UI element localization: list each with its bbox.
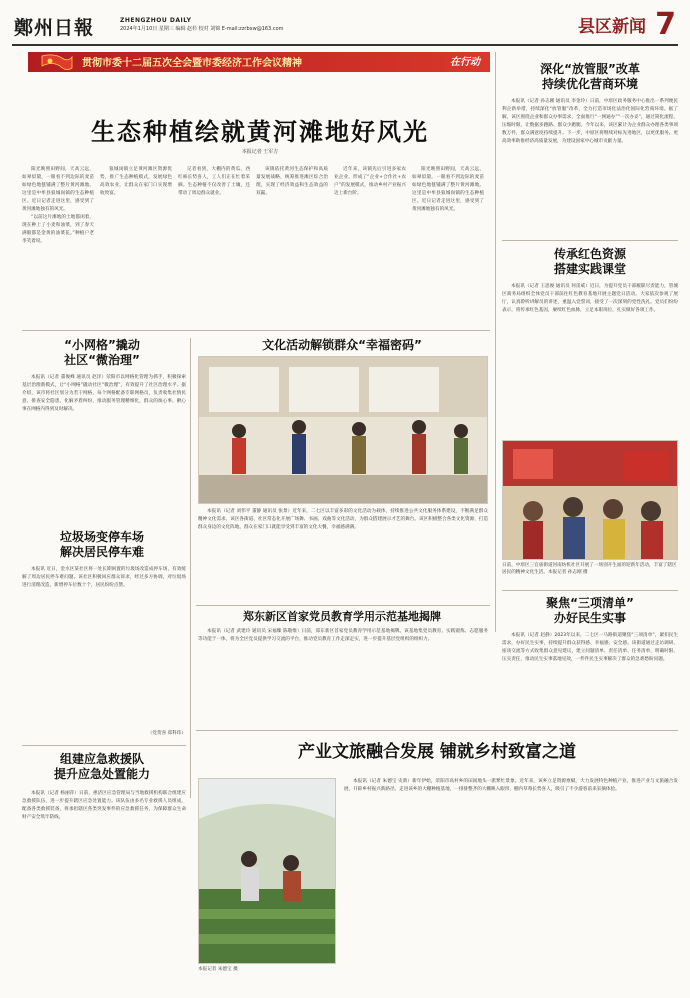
title-line: 组建应急救援队 xyxy=(59,752,144,766)
lead-column-2 xyxy=(100,166,172,324)
lead-paragraph: 阳光映照田野间，天高云远，如翠似黛，一眼看不到边际的麦苗如绿色地毯铺满了整片黄河滩地。这里是中牟县狼城岗镇的生态种植区。近日记者走进这里，感受到了黄河滩地独有的风光。 xyxy=(22,167,94,212)
photo-culture-dance xyxy=(198,356,488,504)
section-divider xyxy=(502,590,678,591)
section-divider xyxy=(502,240,678,241)
article-title-culture: 文化活动解锁群众“幸福密码” xyxy=(262,338,422,352)
section-divider xyxy=(22,745,186,746)
photo-illustration xyxy=(199,779,336,964)
column-divider xyxy=(495,52,496,632)
column-divider xyxy=(190,338,191,798)
page-number: 7 xyxy=(655,7,676,42)
article-paragraph: 本报讯（记者 董俊峰 通讯员 赵洋）荥阳市以网格化管理为抓手，积极探索基层治理新模式，让“小网格”撬动社区“微治理”，有效提升了社区治理水平。据介绍，该市将社区划分为若干网格，每个网格配备专职网格员，负责收集社情民意、排查安全隐患、化解矛盾纠纷，推动服务管理精细化，群众的烦心事、揪心事在网格内得到及时解决。 xyxy=(22,375,186,412)
photo-illustration xyxy=(199,357,488,504)
article-title-red-heritage xyxy=(502,247,678,277)
lead-column-4 xyxy=(256,166,328,324)
article-paragraph: 本报讯 近日，金水区某社区将一处长期闲置的垃圾场改造成停车场，有效缓解了周边居民停车难问题。该社区积极回应群众诉求，经过多方协调，对垃圾场进行清理改造，新增停车位数十个，居民纷纷点赞。 xyxy=(22,567,186,588)
banner xyxy=(28,52,490,72)
section-divider xyxy=(196,730,678,731)
article-body-grid xyxy=(22,374,186,524)
article-body-zhengdong xyxy=(198,628,488,726)
masthead xyxy=(12,8,678,46)
photo-new-year-activity xyxy=(502,440,678,560)
article-title-three-lists xyxy=(502,596,678,626)
lead-byline: 本报记者 王军方 xyxy=(241,149,279,155)
article-body-red-heritage xyxy=(502,283,678,435)
article-body-emergency xyxy=(22,790,186,990)
article-paragraph: 本报讯（记者 朱德宝 史新）新年伊始，荥阳市高村乡的田间地头一派繁忙景象。近年来，该乡立足资源禀赋，大力发展特色种植产业，推进产业与文旅融合发展，开辟乡村振兴新路径。走进该乡的大棚种植基地，一排排整齐的大棚映入眼帘，棚内草莓长势喜人，吸引了不少游客前来采摘体验。 xyxy=(344,779,678,792)
article-paragraph: 本报讯（记者 王思俊 通讯员 何雷威）近日，为提升党员干部履职尽责能力，管城区商务局组织全体党员干部前往红色教育基地开展主题党日活动。大家依次参观了展厅，认真聆听讲解员的讲述，重温入党誓词，接受了一次深刻的党性洗礼。党员们纷纷表示，将传承红色基因，赓续红色血脉，立足本职岗位，扎实做好各项工作。 xyxy=(502,284,678,313)
lead-paragraph: 记者看到，大棚内的黄瓜、西红柿长势喜人，工人们正在忙着采摘。生态种植不仅改善了土壤，还带动了周边群众就业。 xyxy=(178,167,250,196)
banner-title: 贯彻市委十二届五次全会暨市委经济工作会议精神 xyxy=(82,58,302,69)
lead-column-6 xyxy=(412,166,484,324)
article-title-emergency xyxy=(22,752,182,782)
title-line: 办好民生实事 xyxy=(553,611,626,625)
title-line: 提升应急处置能力 xyxy=(53,767,150,781)
lead-headline: 生态种植绘就黄河滩地好风光 xyxy=(91,118,429,146)
article-title-zhengdong: 郑东新区首家党员教育学用示范基地揭牌 xyxy=(243,610,441,623)
title-line: 深化“放管服”改革 xyxy=(540,62,640,76)
article-title-parking xyxy=(22,530,182,560)
title-line: 持续优化营商环境 xyxy=(541,77,638,91)
article-body-industry xyxy=(344,778,678,988)
title-line: 社区“微治理” xyxy=(64,353,140,367)
photo-caption-greenhouse: 本报记者 朱德宝 摄 xyxy=(198,967,238,972)
title-line: 传承红色资源 xyxy=(553,247,626,261)
article-paragraph: 本报讯（记者 武建玲 通讯员 宋福臻 陈敬维）日前，郑东新区首家党员教育学用示范基地揭牌。该基地集党员教育、实践锻炼、志愿服务等功能于一体，将为全区党员提供学习交流的平台，推动党员教育工作走深走实，进一步提升基层党组织的组织力。 xyxy=(198,629,488,642)
lead-column-3 xyxy=(178,166,250,324)
title-line: 解决居民停车难 xyxy=(59,545,144,559)
newspaper-logo: 鄭州日報 xyxy=(14,17,95,39)
article-title-industry: 产业文旅融合发展 铺就乡村致富之道 xyxy=(298,742,576,762)
title-line: 聚焦“三项清单” xyxy=(546,596,634,610)
title-line: 搭建实践课堂 xyxy=(553,262,626,276)
title-line: 垃圾场变停车场 xyxy=(59,530,144,544)
article-paragraph: 本报讯（记者 刘伟平 董静 通讯员 张景）近年来，二七区以丰富多彩的文化活动为载体，持续推进公共文化服务体系建设，不断满足群众精神文化需求。该区各街道、社区常态化开展广场舞、书画、戏曲等文化活动，为群众搭建展示才艺的舞台。该区积极整合各类文化资源，打造群众身边的文化阵地，群众在家门口就能享受到丰富的文化大餐，幸福感满满。 xyxy=(198,509,488,530)
article-body-culture xyxy=(198,508,488,600)
lead-paragraph: 近年来，该镇先后引进多家农业企业，形成了“企业+合作社+农户”的发展模式，推动乡村产业振兴迈上新台阶。 xyxy=(334,167,406,196)
article-title-grid xyxy=(22,338,182,368)
lead-paragraph: 该镇依托黄河生态保护和高质量发展战略，统筹推进滩区综合治理，实现了经济效益和生态效益的双赢。 xyxy=(256,167,328,196)
article-author-parking: （党贺喜 郑科玮） xyxy=(147,731,186,736)
photo-caption-new-year: 日前，中原区三官庙街道河南纺机社区开展了一场别开生面的迎新年活动，丰富了辖区居民的精神文化生活。本报记者 孙志刚 摄 xyxy=(502,563,677,575)
article-body-reform xyxy=(502,98,678,233)
masthead-issue-info: 2024年1月10日 星期三 编辑 赵杉 校对 刘锦 E-mail:zzrbxw@163.com xyxy=(120,26,284,32)
party-flag-icon xyxy=(40,54,74,70)
lead-paragraph: 狼城岗镇立足黄河滩区资源优势，推广生态种植模式，发展绿色高效农业，让群众在家门口实现增收致富。 xyxy=(100,167,172,196)
section-divider xyxy=(22,330,490,331)
photo-greenhouse xyxy=(198,778,336,964)
banner-tag: 在行动 xyxy=(450,57,480,68)
lead-column-1 xyxy=(22,166,94,324)
lead-paragraph: “以前这片滩地的土地都闲着，现在种上了小麦和油菜，到了春天满眼都是金黄的油菜花。”种植户老李笑着说。 xyxy=(22,215,94,244)
article-body-parking xyxy=(22,566,186,726)
masthead-english-name: ZHENGZHOU DAILY xyxy=(120,17,192,24)
photo-illustration xyxy=(503,441,678,560)
title-line: “小网格”撬动 xyxy=(64,338,140,352)
article-paragraph: 本报讯（记者 赵静）2023年以来，二七区一马路街道聚焦“三项清单”，紧扣民生需求，办好民生实事，持续提升群众获得感、幸福感、安全感。该街道通过走访调研、座谈交流等方式收集群众意见建议，建立问题清单、责任清单、任务清单，明确时限、压实责任，推动民生实事落地见效，一件件民生实事解决了群众的急难愁盼问题。 xyxy=(502,633,678,662)
section-title: 县区新闻 xyxy=(578,17,646,37)
lead-column-5 xyxy=(334,166,406,324)
section-divider xyxy=(196,605,490,606)
masthead-rule xyxy=(12,44,678,46)
article-paragraph: 本报讯（记者 杨丽萍）日前，惠济区应急管理局与当地救援机构联合组建应急救援队伍，进一步提升辖区应急处置能力。该队伍由多名专业救援人员组成，配备各类救援装备，将承担辖区各类突发事件的应急救援任务，为保障群众生命财产安全筑牢防线。 xyxy=(22,791,186,820)
lead-paragraph: 阳光映照田野间，天高云远，如翠似黛，一眼看不到边际的麦苗如绿色地毯铺满了整片黄河滩地。这里是中牟县狼城岗镇的生态种植区。近日记者走进这里，感受到了黄河滩地独有的风光。 xyxy=(412,167,484,212)
article-paragraph: 本报讯（记者 孙志刚 通讯员 李金玲）日前，中原区政务服务中心推出一系列便民利企新举措，持续深化“放管服”改革，全力打造市场化法治化国际化营商环境。据了解，该区围绕企业和群众办事需求，全面推行“一网通办”“一次办妥”，通过简化流程、压缩时限，让数据多跑路、群众少跑腿。今年以来，该区累计为企业群众办理各类事项数万件，群众满意度持续提升。下一步，中原区将继续对标先进地区，以更优服务、更高效率助推经济高质量发展，为建设国家中心城市贡献力量。 xyxy=(502,99,678,144)
article-title-reform xyxy=(502,62,678,92)
